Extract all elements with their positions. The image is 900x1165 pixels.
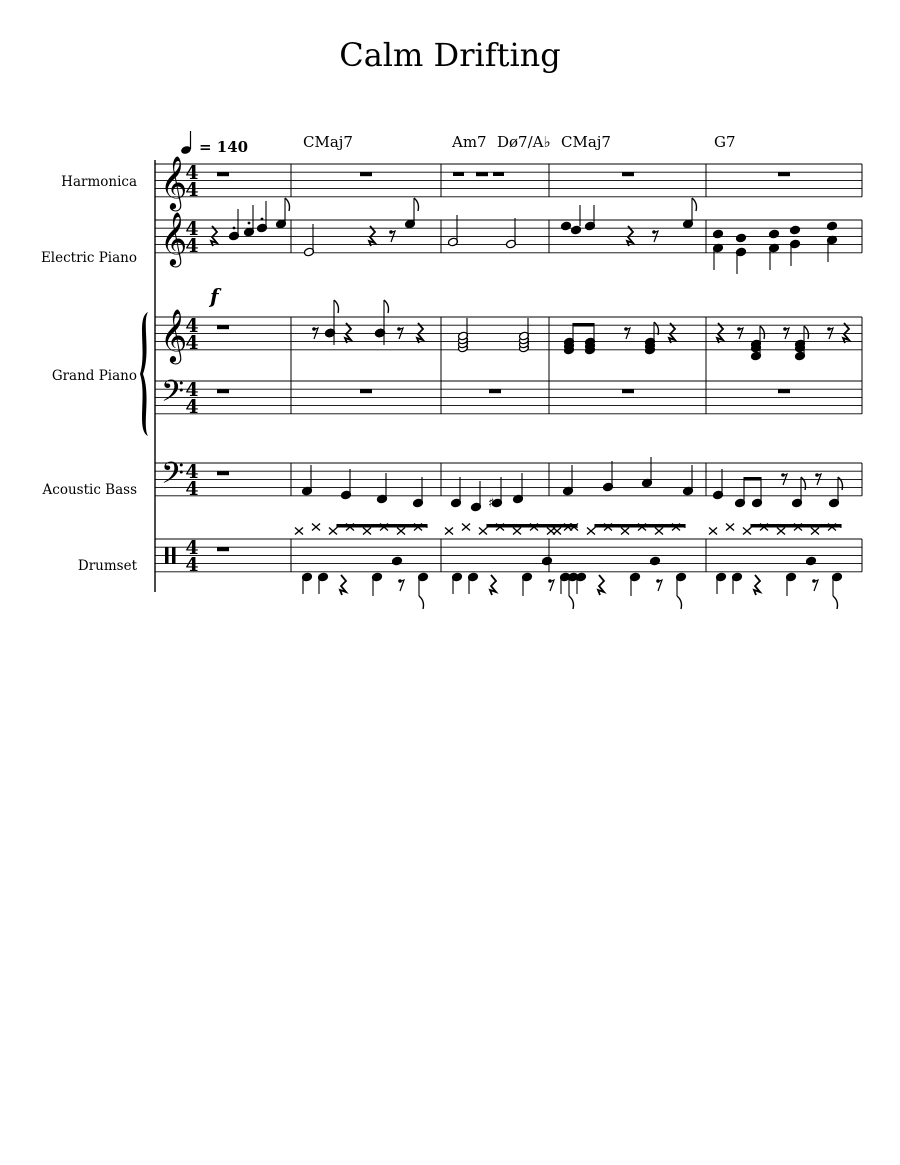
notehead: [735, 233, 746, 243]
time-signature-bottom: 4: [185, 179, 199, 201]
flag: [692, 198, 697, 211]
flag: [414, 198, 419, 211]
flag: [285, 198, 290, 211]
x-notehead: [329, 528, 337, 535]
dynamic-marking: f: [210, 284, 219, 308]
tempo-marking: [180, 131, 248, 156]
time-signature-bottom: 4: [185, 554, 199, 576]
instrument-label-electric-piano: Electric Piano: [40, 250, 137, 266]
grand-piano-brace: [140, 312, 148, 436]
time-signature-top: 4: [185, 162, 199, 184]
quarter-rest: [340, 575, 346, 595]
bass-clef-icon: 𝄢: [161, 375, 185, 416]
quarter-rest: [754, 575, 760, 595]
flag: [334, 300, 339, 313]
beam: [744, 477, 761, 481]
x-notehead: [777, 528, 785, 535]
bass-clef-icon: 𝄢: [161, 457, 185, 498]
instrument-label-acoustic-bass: Acoustic Bass: [42, 482, 137, 498]
whole-rest: [360, 172, 372, 176]
whole-rest: [217, 389, 229, 393]
x-notehead: [587, 528, 595, 535]
whole-rest: [489, 389, 501, 393]
chord-symbol: Am7: [452, 133, 487, 151]
time-signature-top: 4: [185, 461, 199, 483]
time-signature-bottom: 4: [185, 396, 199, 418]
x-notehead: [655, 528, 663, 535]
quarter-rest: [598, 575, 604, 595]
chord-symbol: CMaj7: [561, 133, 611, 151]
x-notehead: [462, 524, 470, 531]
percussion-clef-icon: [172, 547, 176, 564]
chord-symbol: Dø7/A♭: [497, 133, 551, 151]
x-notehead: [726, 524, 734, 531]
x-notehead: [479, 528, 487, 535]
beam: [751, 524, 841, 528]
whole-rest: [476, 172, 488, 176]
whole-rest: [778, 172, 790, 176]
flag: [677, 596, 682, 609]
notehead: [391, 556, 402, 566]
time-signature-bottom: 4: [185, 332, 199, 354]
treble-clef-icon: 𝄞: [160, 308, 188, 362]
treble-clef-icon: 𝄞: [160, 155, 188, 209]
treble-clef-icon: 𝄞: [160, 211, 188, 265]
beam: [487, 524, 577, 528]
notehead: [768, 229, 779, 239]
x-notehead: [743, 528, 751, 535]
time-signature-bottom: 4: [185, 478, 199, 500]
whole-rest: [360, 389, 372, 393]
tempo-text: = 140: [199, 138, 249, 156]
flag: [569, 596, 574, 609]
x-notehead: [513, 528, 521, 535]
beam: [573, 323, 594, 327]
whole-rest: [778, 389, 790, 393]
flag: [384, 300, 389, 313]
notehead: [826, 221, 837, 231]
whole-rest: [217, 172, 229, 176]
quarter-rest: [490, 575, 496, 595]
x-notehead: [397, 528, 405, 535]
x-notehead: [312, 524, 320, 531]
beam: [337, 524, 427, 528]
x-notehead: [709, 528, 717, 535]
flag: [419, 596, 424, 609]
instrument-label-grand-piano: Grand Piano: [51, 368, 137, 384]
x-notehead: [363, 528, 371, 535]
notehead: [789, 225, 800, 235]
flag: [804, 326, 809, 339]
half-rest: [493, 172, 504, 176]
notehead: [649, 556, 660, 566]
notehead: [570, 225, 581, 235]
x-notehead: [553, 528, 561, 535]
score-title: Calm Drifting: [339, 36, 561, 74]
instrument-label-drumset: Drumset: [77, 558, 137, 574]
time-signature-top: 4: [185, 218, 199, 240]
half-rest: [453, 172, 464, 176]
x-notehead: [295, 528, 303, 535]
whole-rest: [217, 325, 229, 329]
staccato-dot: [233, 227, 236, 230]
chord-symbol: G7: [714, 133, 736, 151]
staccato-dot: [261, 218, 264, 221]
chord-symbol: CMaj7: [303, 133, 353, 151]
time-signature-top: 4: [185, 537, 199, 559]
whole-rest: [217, 547, 229, 551]
percussion-clef-icon: [165, 547, 169, 564]
time-signature-bottom: 4: [185, 235, 199, 257]
sharp-sign: ♯: [488, 496, 495, 511]
time-signature-top: 4: [185, 379, 199, 401]
staccato-dot: [248, 222, 251, 225]
x-notehead: [811, 528, 819, 535]
flag: [833, 596, 838, 609]
beam: [595, 524, 685, 528]
whole-rest: [217, 471, 229, 475]
notehead: [560, 221, 571, 231]
whole-rest: [622, 389, 634, 393]
notehead: [805, 556, 816, 566]
whole-rest: [622, 172, 634, 176]
notehead: [712, 229, 723, 239]
time-signature-top: 4: [185, 315, 199, 337]
x-notehead: [445, 528, 453, 535]
x-notehead: [621, 528, 629, 535]
instrument-label-harmonica: Harmonica: [61, 174, 137, 190]
flag: [760, 326, 765, 339]
notehead: [541, 556, 552, 566]
